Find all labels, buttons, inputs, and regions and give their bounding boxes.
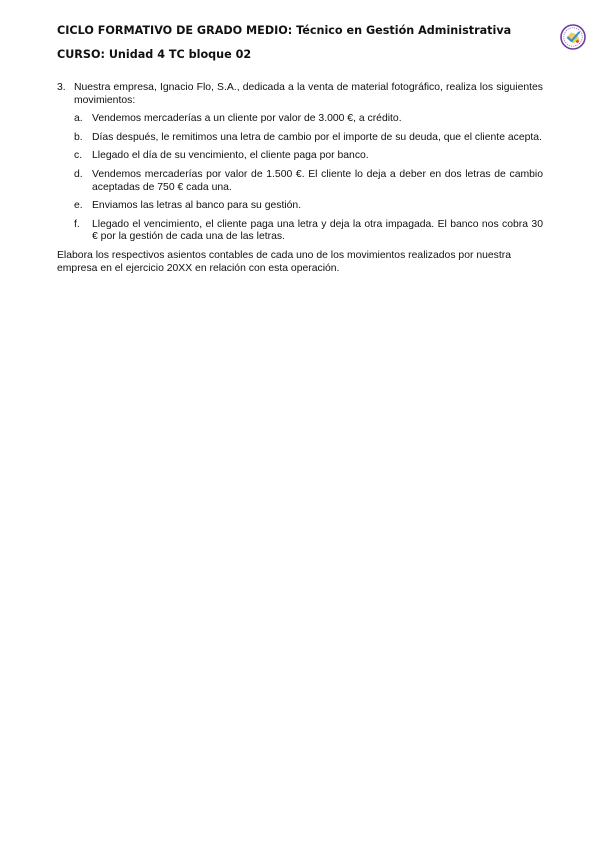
list-item	[74, 132, 543, 145]
header-unit-title: CURSO: Unidad 4 TC bloque 02	[57, 48, 252, 61]
closing-instruction: Elabora los respectivos asientos contables de cada uno de los movimientos realizados por nuestra empresa en el ejercicio 20XX en relación con esta operación.	[57, 249, 511, 274]
item-letter: e.	[74, 200, 83, 212]
question-intro: Nuestra empresa, Ignacio Flo, S.A., dedicada a la venta de material fotográfico, realiza los siguientes movimientos:	[74, 82, 543, 106]
item-letter: d.	[74, 168, 83, 180]
item-text: Llegado el día de su vencimiento, el cliente paga por banco.	[92, 150, 369, 162]
item-letter: a.	[74, 113, 83, 125]
institution-seal-icon	[560, 24, 586, 50]
item-text: Vendemos mercaderías por valor de 1.500 €. El cliente lo deja a deber en dos letras de cambio aceptadas de 750 € cada una.	[92, 168, 543, 193]
exercise-content	[57, 82, 543, 275]
header-course-title: CICLO FORMATIVO DE GRADO MEDIO: Técnico en Gestión Administrativa	[57, 24, 512, 37]
item-text: Enviamos las letras al banco para su gestión.	[92, 200, 302, 212]
item-letter: f.	[74, 218, 80, 230]
item-letter: b.	[74, 131, 83, 143]
list-item	[74, 169, 543, 194]
list-item	[74, 150, 543, 163]
movement-list	[74, 113, 543, 244]
item-letter: c.	[74, 150, 83, 162]
list-item	[74, 113, 543, 126]
question-3	[57, 82, 543, 107]
question-number: 3.	[57, 82, 66, 93]
list-item	[74, 219, 543, 244]
item-text: Llegado el vencimiento, el cliente paga una letra y deja la otra impagada. El banco nos cobra 30 € por la gestión de cada una de las letras.	[92, 218, 543, 243]
document-header	[57, 20, 537, 62]
list-item	[74, 200, 543, 213]
item-text: Días después, le remitimos una letra de cambio por el importe de su deuda, que el cliente acepta.	[92, 131, 542, 143]
item-text: Vendemos mercaderías a un cliente por valor de 3.000 €, a crédito.	[92, 113, 402, 125]
